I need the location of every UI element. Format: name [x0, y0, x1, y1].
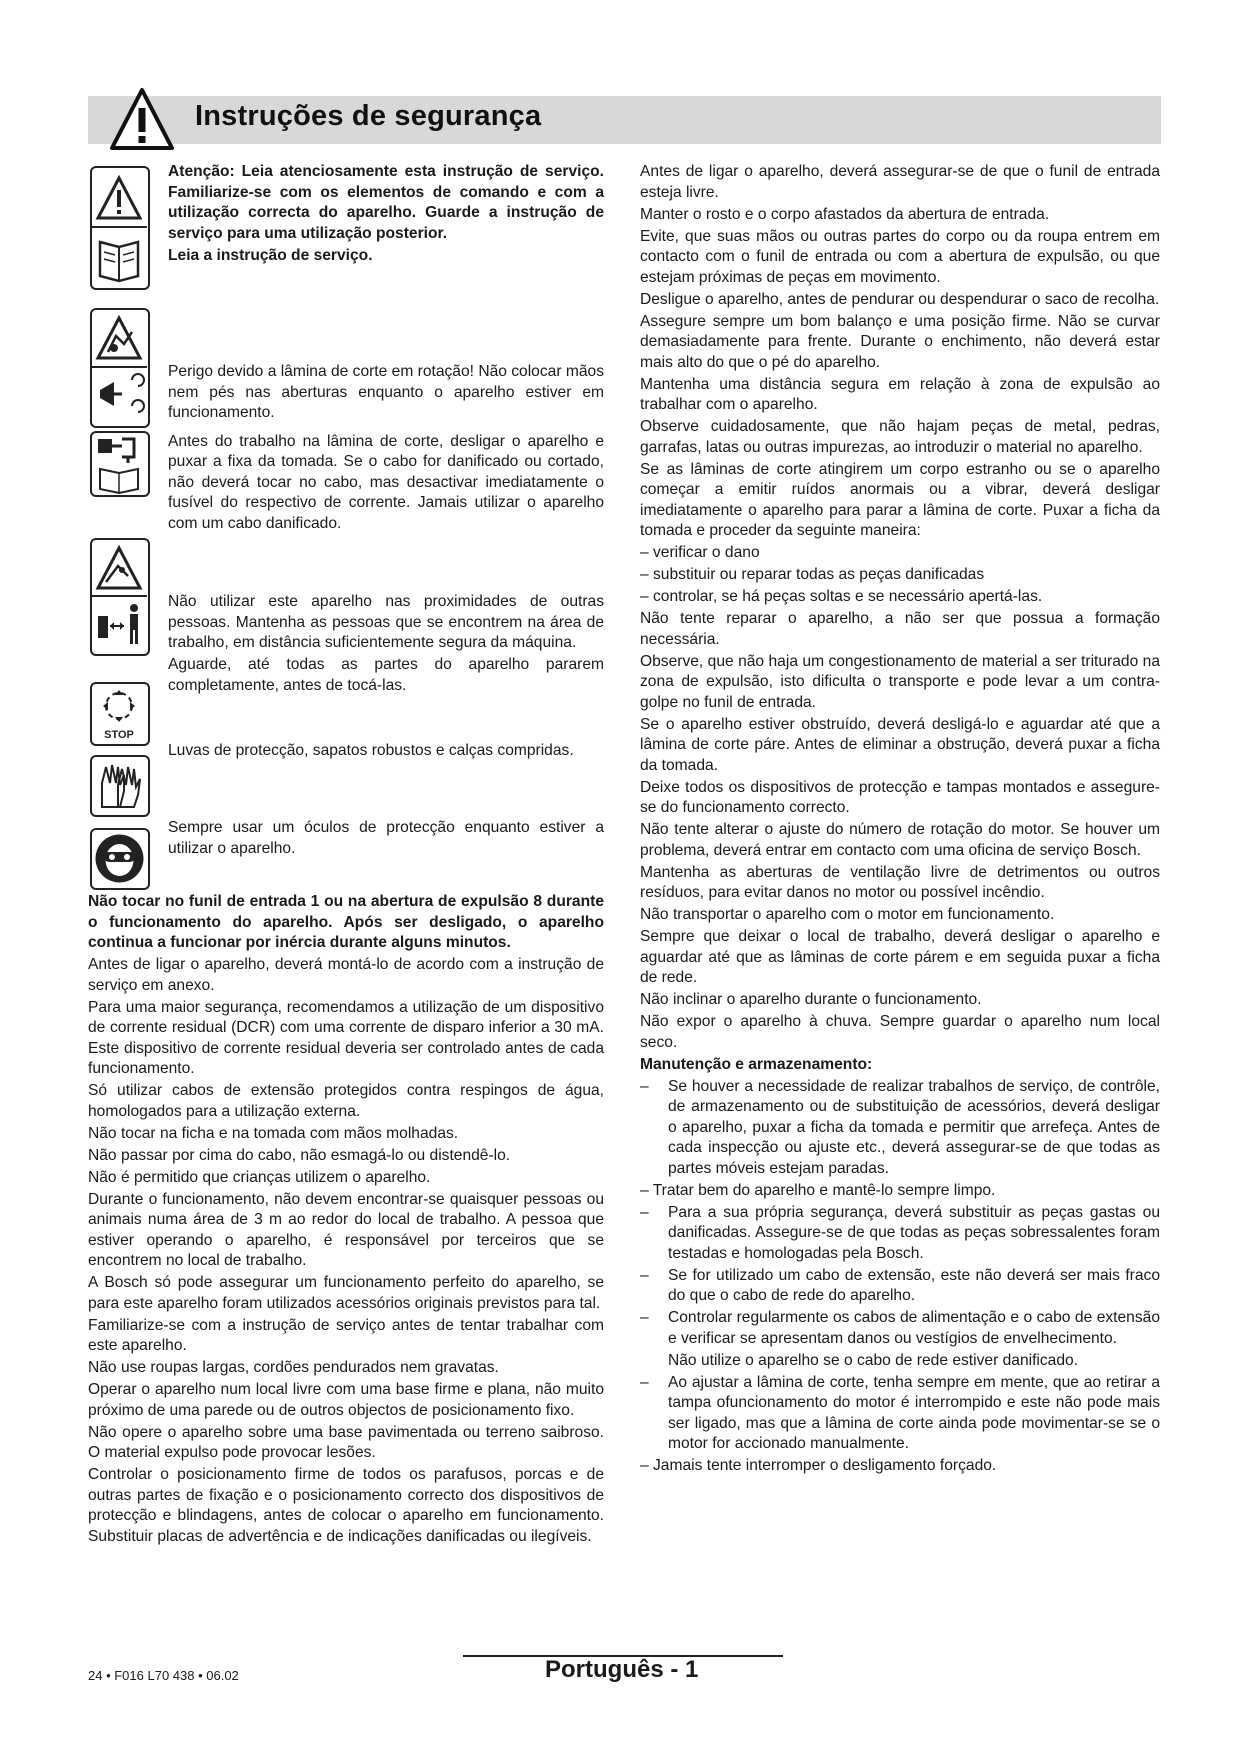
maintenance-item — [640, 1181, 1160, 1202]
page-title: Instruções de segurança — [195, 100, 542, 132]
indent-spacer — [640, 1351, 668, 1372]
left-paragraph: Não tocar na ficha e na tomada com mãos molhadas. — [88, 1124, 459, 1142]
left-paragraph: Familiarize-se com a instrução de serviço antes de tentar trabalhar com este aparelho. — [88, 1316, 604, 1354]
damage-step-item: – substituir ou reparar todas as peças danificadas — [640, 566, 985, 583]
icon-section-goggles — [168, 818, 604, 861]
warning-icon — [98, 178, 140, 218]
right-paragraph: Desligue o aparelho, antes de pendurar ou despendurar o saco de recolha. — [640, 290, 1160, 308]
goggles-text: Sempre usar um óculos de protecção enquanto estiver a utilizar o aparelho. — [168, 819, 604, 857]
maintenance-heading: Manutenção e armazenamento: — [640, 1055, 873, 1073]
gloves-text: Luvas de protecção, sapatos robustos e calças compridas. — [168, 742, 574, 759]
document-reference: 24 • F016 L70 438 • 06.02 — [88, 1668, 239, 1683]
stop-wait-icon — [90, 682, 150, 746]
right-column — [640, 162, 1160, 1478]
maintenance-item-text: Controlar regularmente os cabos de alimentação e o cabo de extensão e verificar se apresentam danos ou vestígios de envelhecimento. — [668, 1309, 1160, 1347]
dash-marker: – — [640, 1077, 649, 1095]
right-paragraph: Deixe todos os dispositivos de protecção e tampas montados e assegure-se do funcionamento correcto. — [640, 778, 1160, 816]
warning-read-manual-icon-group — [90, 166, 150, 290]
left-paragraph: Controlar o posicionamento firme de todos os parafusos, porcas e de outras partes de fixação e o posicionamento correcto dos dispositivos de protecção e blindagens, antes de colocar o aparelho em funcionamento. Substituir placas de advertência e de indicações danificadas ou ilegíveis. — [88, 1466, 604, 1545]
left-paragraph: Não passar por cima do cabo, não esmagá-lo ou distendê-lo. — [88, 1146, 511, 1164]
icon-section-gloves — [168, 741, 604, 763]
dash-marker: – — [640, 1266, 649, 1284]
right-paragraphs-b — [640, 609, 1160, 1053]
left-paragraph: Para uma maior segurança, recomendamos a utilização de um dispositivo de corrente residual (DCR) com uma corrente de disparo inferior a 30 mA. Este dispositivo de corrente residual deveria ser controlado antes de cada funcionamento. — [88, 998, 604, 1077]
maintenance-item-text: – Tratar bem do aparelho e mantê-lo sempre limpo. — [640, 1181, 996, 1199]
blade-danger-text: Perigo devido a lâmina de corte em rotação! Não colocar mãos nem pés nas aberturas enquanto o aparelho estiver em funcionamento. — [168, 363, 604, 421]
icon-section-read-manual — [168, 162, 604, 268]
maintenance-list — [640, 1077, 1160, 1477]
right-paragraph: Não tente alterar o ajuste do número de rotação do motor. Se houver um problema, deverá entrar em contacto com uma oficina de serviço Bosch. — [640, 821, 1160, 859]
unplug-text: Antes do trabalho na lâmina de corte, desligar o aparelho e puxar a fixa da tomada. Se o cabo for danificado ou cortado, não deverá tocar no cabo, mas desactivar imediatamente o fusível do respectivo de corrente. Jamais utilizar o aparelho com um cabo danificado. — [168, 432, 604, 532]
stop-label: STOP — [104, 729, 134, 741]
maintenance-item — [640, 1203, 1160, 1265]
keep-bystanders-away-icon-group — [90, 538, 150, 656]
maintenance-item — [640, 1456, 1160, 1477]
bystanders-text: Não utilizar este aparelho nas proximidades de outras pessoas. Mantenha as pessoas que se encontrem na área de trabalho, em distância suficientemente segura da máquina. — [168, 593, 604, 651]
warning-triangle-icon — [108, 86, 176, 152]
left-paragraph: Não é permitido que crianças utilizem o aparelho. — [88, 1168, 431, 1186]
maintenance-item-text: Se for utilizado um cabo de extensão, este não deverá ser mais fraco do que o cabo de rede do aparelho. — [668, 1266, 1160, 1304]
manual-book-icon — [100, 242, 138, 281]
right-paragraph: Assegure sempre um bom balanço e uma posição firme. Não se curvar demasiadamente para frente. Durante o enchimento, não deverá estar mais alto do que o pé do aparelho. — [640, 312, 1160, 371]
maintenance-item — [640, 1373, 1160, 1455]
left-paragraph: A Bosch só pode assegurar um funcionamento perfeito do aparelho, se para este aparelho foram utilizados acessórios originais previstos para tal. — [88, 1274, 604, 1312]
maintenance-item-text: Se houver a necessidade de realizar trabalhos de serviço, de contrôle, de armazenamento ou de substituição de acessórios, deverá desligar o aparelho, puxar a ficha da tomada e permitir que arrefeça. Antes de cada inspecção ou ajuste etc., deverá assegurar-se de que todas as partes móveis estejam paradas. — [668, 1077, 1160, 1177]
maintenance-item-text: Para a sua própria segurança, deverá substituir as peças gastas ou danificadas. Assegure-se de que todas as peças sobressalentes foram testadas e homologadas pela Bosch. — [668, 1203, 1160, 1262]
right-paragraph: Antes de ligar o aparelho, deverá assegurar-se de que o funil de entrada esteja livre. — [640, 163, 1160, 201]
maintenance-item — [640, 1351, 1160, 1372]
maintenance-item — [640, 1266, 1160, 1307]
dash-marker: – — [640, 1203, 649, 1221]
left-paragraph: Operar o aparelho num local livre com uma base firme e plana, não muito próximo de uma parede ou de outros objectos de posicionamento fixo. — [88, 1381, 604, 1419]
right-paragraph: Observe cuidadosamente, que não hajam peças de metal, pedras, garrafas, latas ou outras impurezas, ao introduzir o material no aparelho. — [640, 418, 1160, 456]
page-label: Português - 1 — [545, 1656, 699, 1683]
read-manual-text: Leia a instrução de serviço. — [168, 246, 373, 264]
safety-goggles-icon — [90, 828, 150, 890]
damage-steps-list — [640, 543, 1160, 608]
left-paragraph: Durante o funcionamento, não devem encontrar-se quaisquer pessoas ou animais numa área de 3 m ao redor do local de trabalho. A pessoa que estiver operando o aparelho, é responsável por terceiros que se encontrem no local de trabalho. — [88, 1190, 604, 1269]
right-paragraphs-a — [640, 162, 1160, 542]
left-paragraph: Não use roupas largas, cordões pendurados nem gravatas. — [88, 1359, 499, 1376]
maintenance-item — [640, 1077, 1160, 1180]
maintenance-item-text: – Jamais tente interromper o desligamento forçado. — [640, 1457, 997, 1474]
right-paragraph: Sempre que deixar o local de trabalho, deverá desligar o aparelho e aguardar até que as lâminas de corte párem e em seguida puxar a ficha de rede. — [640, 928, 1160, 986]
left-column — [88, 892, 604, 1549]
right-paragraph: Manter o rosto e o corpo afastados da abertura de entrada. — [640, 205, 1050, 223]
maintenance-item — [640, 1308, 1160, 1349]
damage-step-item: – controlar, se há peças soltas e se necessário apertá-las. — [640, 588, 1043, 605]
right-paragraph: Se o aparelho estiver obstruído, deverá desligá-lo e aguardar até que a lâmina de corte páre. Antes de eliminar a obstrução, deverá puxar a ficha da tomada. — [640, 715, 1160, 774]
bold-intro: Não tocar no funil de entrada 1 ou na abertura de expulsão 8 durante o funcionamento do aparelho. Após ser desligado, o aparelho continua a funcionar por inércia durante alguns minutos. — [88, 893, 604, 951]
right-paragraph: Não expor o aparelho à chuva. Sempre guardar o aparelho num local seco. — [640, 1013, 1160, 1051]
right-paragraph: Mantenha as aberturas de ventilação livre de detrimentos ou outros resíduos, para evitar danos no motor ou possível incêndio. — [640, 863, 1160, 901]
left-paragraph: Só utilizar cabos de extensão protegidos contra respingos de água, homologados para a utilização externa. — [88, 1082, 604, 1120]
right-paragraph: Não transportar o aparelho com o motor em funcionamento. — [640, 906, 1055, 923]
rotating-blade-hazard-icon-group — [90, 308, 150, 428]
maintenance-item-text: Não utilize o aparelho se o cabo de rede estiver danificado. — [668, 1351, 1079, 1369]
icon-section-bystanders — [168, 592, 604, 698]
attention-text: Atenção: Leia atenciosamente esta instrução de serviço. Familiarize-se com os elementos de comando e com a utilização correcta do aparelho. Guarde a instrução de serviço para uma utilização posterior. — [168, 163, 604, 242]
damage-step-item: – verificar o dano — [640, 544, 760, 561]
left-paragraph: Não opere o aparelho sobre uma base pavimentada ou terreno saibroso. O material expulso pode provocar lesões. — [88, 1423, 604, 1461]
dash-marker: – — [640, 1309, 649, 1326]
left-paragraphs — [88, 955, 604, 1547]
right-paragraph: Se as lâminas de corte atingirem um corpo estranho ou se o aparelho começar a emitir ruídos anormais ou a vibrar, deverá desligar imediatamente o aparelho para parar a lâmina de corte. Puxar a ficha da tomada e proceder da seguinte maneira: — [640, 460, 1160, 539]
icon-section-blade-hazard — [168, 362, 604, 536]
gloves-icon — [90, 755, 150, 817]
right-paragraph: Mantenha uma distância segura em relação à zona de expulsão ao trabalhar com o aparelho. — [640, 375, 1160, 413]
right-paragraph: Observe, que não haja um congestionamento de material a ser triturado na zona de expulsão, isto dificulta o transporte e pode levar a um contra-golpe no funil de entrada. — [640, 652, 1160, 711]
left-paragraph: Antes de ligar o aparelho, deverá montá-lo de acordo com a instrução de serviço em anexo. — [88, 956, 604, 994]
wait-stop-text: Aguarde, até todas as partes do aparelho pararem completamente, antes de tocá-las. — [168, 656, 604, 694]
right-paragraph: Não tente reparar o aparelho, a não ser que possua a formação necessária. — [640, 610, 1160, 648]
right-paragraph: Não inclinar o aparelho durante o funcionamento. — [640, 991, 982, 1008]
maintenance-item-text: Ao ajustar a lâmina de corte, tenha sempre em mente, que ao retirar a tampa ofuncionamento do motor é interrompido e este não pode mais ser ligado, mas que a lâmina de corte ainda pode movimentar-se se o motor for accionado manualmente. — [668, 1373, 1160, 1452]
right-paragraph: Evite, que suas mãos ou outras partes do corpo ou da roupa entrem em contacto com o funil de entrada ou com a abertura de expulsão, ou que estejam próximas de peças em movimento. — [640, 227, 1160, 286]
dash-marker: – — [640, 1373, 649, 1391]
unplug-before-maintenance-icon — [90, 431, 150, 497]
